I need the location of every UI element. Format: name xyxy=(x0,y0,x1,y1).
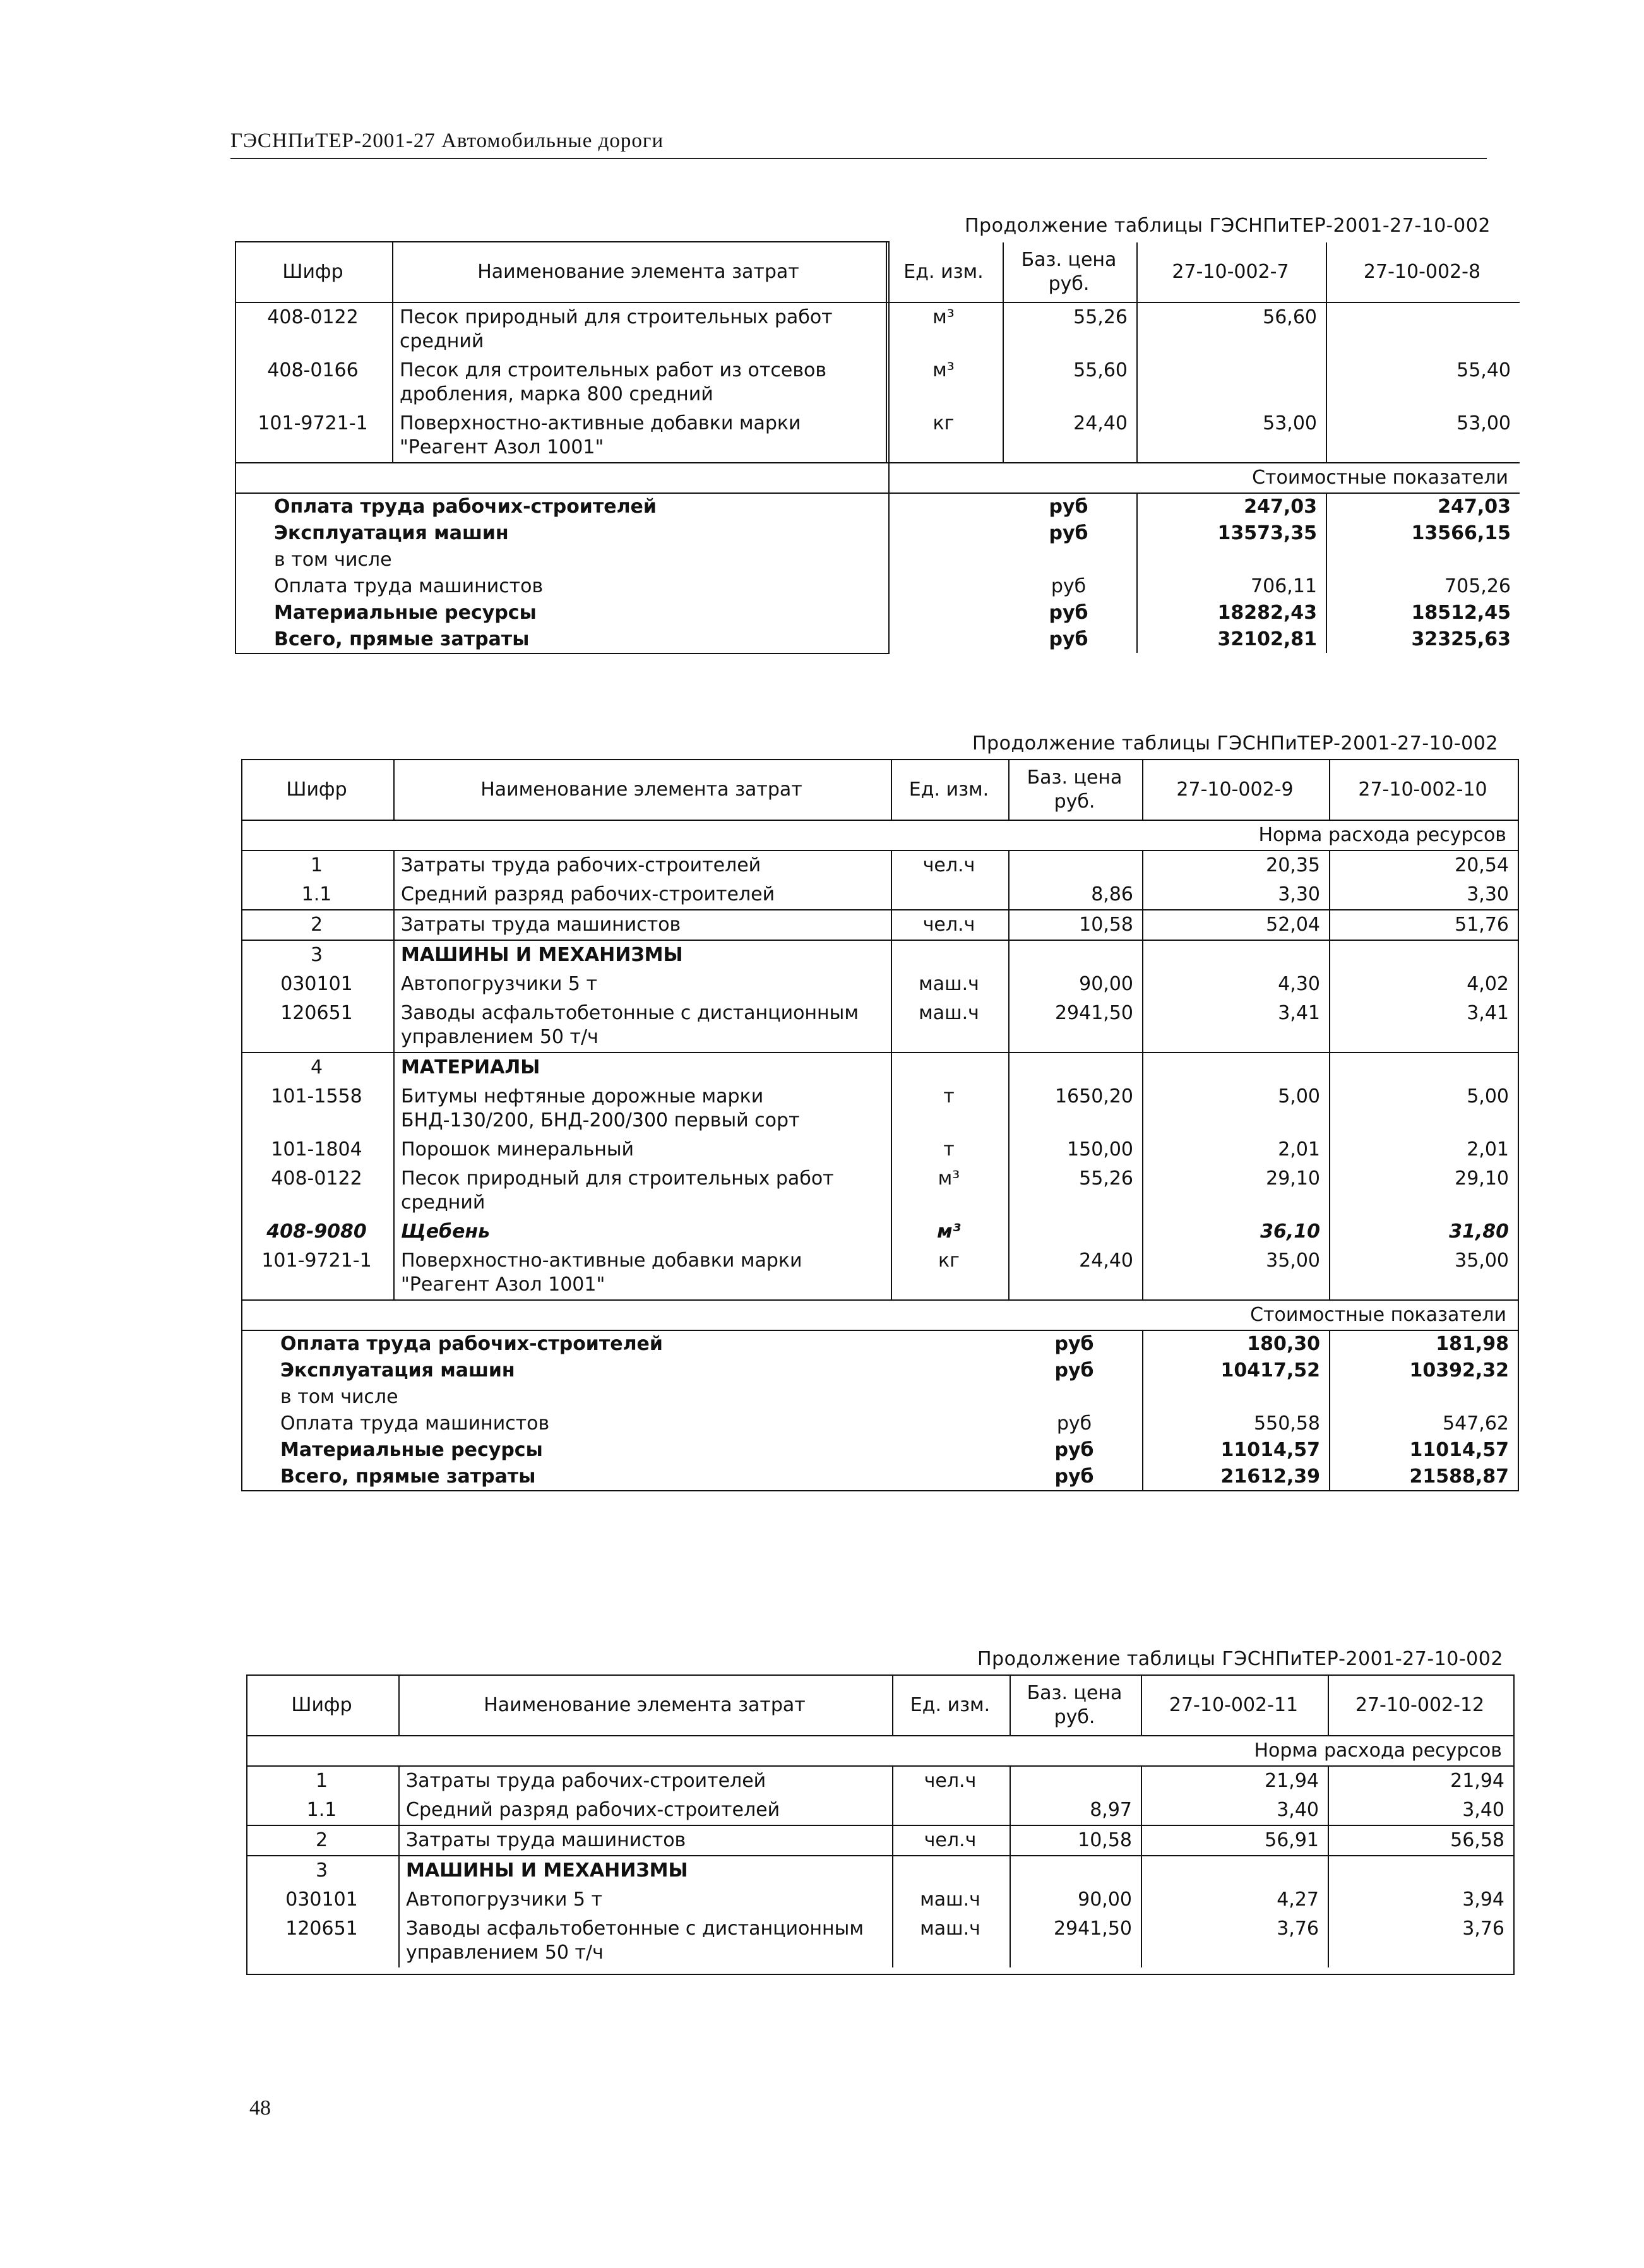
section-heading: Стоимостные показатели xyxy=(236,463,1520,493)
row-value-a: 3,40 xyxy=(1141,1796,1328,1825)
summary-name: Оплата труда машинистов xyxy=(274,575,544,597)
summary-name: Эксплуатация машин xyxy=(274,522,509,544)
section-heading: Стоимостные показатели xyxy=(242,1300,1518,1330)
row-code: 408-0166 xyxy=(267,359,359,381)
summary-value-a: 13573,35 xyxy=(1137,520,1326,547)
row-price xyxy=(1009,940,1143,970)
row-value-a: 52,04 xyxy=(1143,910,1330,940)
table-row xyxy=(242,850,1518,880)
summary-name: Оплата труда рабочих-строителей xyxy=(280,1333,663,1355)
row-code: 408-9080 xyxy=(266,1221,367,1243)
summary-value-b: 18512,45 xyxy=(1326,600,1520,626)
summary-row xyxy=(236,520,1520,547)
row-name: Поверхностно-активные добавки марки "Реагент Азол 1001" xyxy=(394,1246,891,1300)
summary-name: Материальные ресурсы xyxy=(274,602,537,624)
row-value-a: 2,01 xyxy=(1143,1135,1330,1164)
summary-value-a: 550,58 xyxy=(1143,1411,1330,1437)
row-value-a: 3,76 xyxy=(1141,1914,1328,1967)
row-value-b: 29,10 xyxy=(1330,1164,1518,1217)
summary-unit: руб xyxy=(1049,496,1088,518)
row-value-a: 3,41 xyxy=(1143,999,1330,1053)
summary-unit: руб xyxy=(1049,628,1088,650)
table2 xyxy=(241,759,1519,1491)
row-name: Песок природный для строительных работ средний xyxy=(393,302,886,356)
table-row xyxy=(242,1135,1518,1164)
summary-value-a: 21612,39 xyxy=(1143,1464,1330,1490)
summary-unit: руб xyxy=(1054,1465,1094,1488)
row-price: 8,86 xyxy=(1009,880,1143,910)
row-value-b xyxy=(1330,1053,1518,1082)
row-value-b: 56,58 xyxy=(1328,1825,1513,1856)
row-unit xyxy=(891,940,1009,970)
table-row xyxy=(242,910,1518,940)
row-value-b: 53,00 xyxy=(1326,409,1520,463)
table-row xyxy=(247,1856,1513,1885)
table1 xyxy=(235,241,1511,654)
summary-row xyxy=(236,600,1520,626)
summary-value-a: 10417,52 xyxy=(1143,1358,1330,1384)
row-name: Автопогрузчики 5 т xyxy=(399,1885,893,1914)
summary-unit: руб xyxy=(1054,1439,1094,1461)
summary-unit: руб xyxy=(1049,522,1088,544)
row-name: Затраты труда машинистов xyxy=(399,1825,893,1856)
row-code: 2 xyxy=(247,1825,399,1856)
row-unit: кг xyxy=(886,409,1003,463)
summary-row xyxy=(242,1330,1518,1358)
page-number: 48 xyxy=(249,2096,271,2120)
row-value-b: 31,80 xyxy=(1330,1217,1518,1246)
row-unit: маш.ч xyxy=(891,999,1009,1053)
row-unit: м³ xyxy=(886,356,1003,409)
row-code: 120651 xyxy=(280,1002,353,1024)
table-row xyxy=(242,880,1518,910)
row-name: Песок природный для строительных работ средний xyxy=(394,1164,891,1217)
row-unit xyxy=(891,880,1009,910)
row-value-b: 3,76 xyxy=(1328,1914,1513,1967)
norm-heading: Норма расхода ресурсов xyxy=(247,1736,1513,1766)
summary-value-b xyxy=(1330,1384,1518,1411)
row-code: 408-0122 xyxy=(271,1167,362,1190)
row-unit: маш.ч xyxy=(891,970,1009,999)
row-price: 90,00 xyxy=(1009,970,1143,999)
row-price: 10,58 xyxy=(1009,910,1143,940)
col-b-header: 27-10-002-12 xyxy=(1328,1676,1513,1736)
row-price: 24,40 xyxy=(1003,409,1137,463)
row-value-a: 29,10 xyxy=(1143,1164,1330,1217)
summary-unit: руб xyxy=(1051,575,1087,597)
table-row xyxy=(242,1082,1518,1135)
summary-value-a: 180,30 xyxy=(1143,1330,1330,1358)
row-unit: м³ xyxy=(891,1217,1009,1246)
row-value-b xyxy=(1330,940,1518,970)
summary-value-a: 32102,81 xyxy=(1137,626,1326,653)
row-value-b: 20,54 xyxy=(1330,850,1518,880)
row-value-b: 35,00 xyxy=(1330,1246,1518,1300)
summary-row xyxy=(242,1464,1518,1490)
summary-name: Всего, прямые затраты xyxy=(280,1465,536,1488)
table-row xyxy=(236,302,1520,356)
row-code: 408-0122 xyxy=(267,306,359,328)
row-value-b: 5,00 xyxy=(1330,1082,1518,1135)
summary-value-b: 181,98 xyxy=(1330,1330,1518,1358)
row-code: 1 xyxy=(315,1770,328,1792)
row-code: 4 xyxy=(242,1053,394,1082)
row-price: 55,26 xyxy=(1003,302,1137,356)
table3-caption: Продолжение таблицы ГЭСНПиТЕР-2001-27-10-002 xyxy=(977,1648,1503,1670)
row-unit xyxy=(893,1796,1010,1825)
summary-value-b: 247,03 xyxy=(1326,493,1520,520)
table3 xyxy=(246,1674,1515,1975)
summary-row xyxy=(242,1384,1518,1411)
row-value-a: 5,00 xyxy=(1143,1082,1330,1135)
summary-value-a: 247,03 xyxy=(1137,493,1326,520)
summary-value-b: 32325,63 xyxy=(1326,626,1520,653)
col-code-header: Шифр xyxy=(242,760,394,820)
row-value-a: 56,91 xyxy=(1141,1825,1328,1856)
table2-caption: Продолжение таблицы ГЭСНПиТЕР-2001-27-10-002 xyxy=(972,732,1498,755)
summary-unit xyxy=(1003,547,1137,573)
row-name: Затраты труда рабочих-строителей xyxy=(399,1766,893,1796)
col-price-header: Баз. цена руб. xyxy=(1009,760,1143,820)
summary-row xyxy=(242,1437,1518,1464)
row-code: 030101 xyxy=(280,973,353,995)
row-value-a: 53,00 xyxy=(1137,409,1326,463)
row-value-b: 3,40 xyxy=(1328,1796,1513,1825)
row-price: 2941,50 xyxy=(1010,1914,1141,1967)
row-value-a: 4,30 xyxy=(1143,970,1330,999)
row-code: 120651 xyxy=(285,1918,358,1940)
row-unit: чел.ч xyxy=(891,910,1009,940)
col-unit-header: Ед. изм. xyxy=(891,760,1009,820)
row-name: Щебень xyxy=(394,1217,891,1246)
row-code: 2 xyxy=(242,910,394,940)
row-value-b: 3,30 xyxy=(1330,880,1518,910)
summary-row xyxy=(242,1411,1518,1437)
row-value-a: 56,60 xyxy=(1137,302,1326,356)
col-name-header: Наименование элемента затрат xyxy=(399,1676,893,1736)
summary-value-b: 13566,15 xyxy=(1326,520,1520,547)
col-b-header: 27-10-002-8 xyxy=(1326,242,1520,302)
summary-value-b: 705,26 xyxy=(1326,573,1520,600)
row-price xyxy=(1010,1766,1141,1796)
row-value-b: 3,94 xyxy=(1328,1885,1513,1914)
row-value-b: 3,41 xyxy=(1330,999,1518,1053)
col-price-header: Баз. цена руб. xyxy=(1003,242,1137,302)
row-price: 55,60 xyxy=(1003,356,1137,409)
summary-name: в том числе xyxy=(274,549,392,571)
row-code: 3 xyxy=(247,1856,399,1885)
table-row xyxy=(242,940,1518,970)
row-price: 24,40 xyxy=(1009,1246,1143,1300)
norm-heading: Норма расхода ресурсов xyxy=(242,820,1518,850)
summary-unit: руб xyxy=(1054,1333,1094,1355)
summary-value-b xyxy=(1326,547,1520,573)
row-value-b: 51,76 xyxy=(1330,910,1518,940)
table-row xyxy=(242,1164,1518,1217)
summary-row xyxy=(236,573,1520,600)
summary-row xyxy=(236,493,1520,520)
row-price: 10,58 xyxy=(1010,1825,1141,1856)
col-unit-header: Ед. изм. xyxy=(886,242,1003,302)
summary-name: Всего, прямые затраты xyxy=(274,628,530,650)
row-value-a: 35,00 xyxy=(1143,1246,1330,1300)
row-unit xyxy=(893,1856,1010,1885)
row-price xyxy=(1009,1217,1143,1246)
row-name: Заводы асфальтобетонные с дистанционным управлением 50 т/ч xyxy=(399,1914,893,1967)
table-row xyxy=(236,356,1520,409)
row-name: Поверхностно-активные добавки марки "Реагент Азол 1001" xyxy=(393,409,886,463)
col-unit-header: Ед. изм. xyxy=(893,1676,1010,1736)
summary-name: Оплата труда рабочих-строителей xyxy=(274,496,657,518)
row-price: 90,00 xyxy=(1010,1885,1141,1914)
summary-value-a xyxy=(1137,547,1326,573)
col-a-header: 27-10-002-7 xyxy=(1137,242,1326,302)
table-row xyxy=(247,1825,1513,1856)
summary-value-b: 10392,32 xyxy=(1330,1358,1518,1384)
row-price: 2941,50 xyxy=(1009,999,1143,1053)
row-name: Битумы нефтяные дорожные марки БНД-130/200, БНД-200/300 первый сорт xyxy=(394,1082,891,1135)
summary-name: Материальные ресурсы xyxy=(280,1439,543,1461)
table-row xyxy=(247,1796,1513,1825)
summary-unit xyxy=(1009,1384,1143,1411)
row-value-a: 4,27 xyxy=(1141,1885,1328,1914)
table-row xyxy=(247,1885,1513,1914)
summary-name: Эксплуатация машин xyxy=(280,1359,515,1382)
row-price: 55,26 xyxy=(1009,1164,1143,1217)
row-unit: т xyxy=(891,1135,1009,1164)
row-value-a: 21,94 xyxy=(1141,1766,1328,1796)
row-name: Автопогрузчики 5 т xyxy=(394,970,891,999)
summary-value-b: 21588,87 xyxy=(1330,1464,1518,1490)
row-unit: чел.ч xyxy=(891,850,1009,880)
row-code: 101-9721-1 xyxy=(258,412,368,434)
table-row xyxy=(236,409,1520,463)
row-name: МАШИНЫ И МЕХАНИЗМЫ xyxy=(394,940,891,970)
row-code: 101-1558 xyxy=(271,1085,362,1107)
summary-value-b: 547,62 xyxy=(1330,1411,1518,1437)
row-value-b: 2,01 xyxy=(1330,1135,1518,1164)
col-b-header: 27-10-002-10 xyxy=(1330,760,1518,820)
row-value-a: 20,35 xyxy=(1143,850,1330,880)
col-name-header: Наименование элемента затрат xyxy=(393,242,886,302)
row-code: 101-9721-1 xyxy=(261,1250,372,1272)
col-a-header: 27-10-002-11 xyxy=(1141,1676,1328,1736)
row-value-b: 55,40 xyxy=(1326,356,1520,409)
summary-value-a: 706,11 xyxy=(1137,573,1326,600)
row-unit: чел.ч xyxy=(893,1766,1010,1796)
row-name: Средний разряд рабочих-строителей xyxy=(399,1796,893,1825)
col-name-header: Наименование элемента затрат xyxy=(394,760,891,820)
summary-row xyxy=(236,626,1520,653)
row-name: Затраты труда рабочих-строителей xyxy=(394,850,891,880)
table-row xyxy=(247,1914,1513,1967)
row-value-b: 4,02 xyxy=(1330,970,1518,999)
table-row xyxy=(242,1217,1518,1246)
row-name: Песок для строительных работ из отсевов дробления, марка 800 средний xyxy=(393,356,886,409)
page-header: ГЭСНПиТЕР-2001-27 Автомобильные дороги xyxy=(230,129,664,152)
row-value-b xyxy=(1326,302,1520,356)
row-code: 3 xyxy=(242,940,394,970)
summary-value-a: 18282,43 xyxy=(1137,600,1326,626)
row-value-b xyxy=(1328,1856,1513,1885)
table1-caption: Продолжение таблицы ГЭСНПиТЕР-2001-27-10-002 xyxy=(965,215,1491,237)
row-name: Затраты труда машинистов xyxy=(394,910,891,940)
table-row xyxy=(242,1246,1518,1300)
row-price xyxy=(1010,1856,1141,1885)
row-unit: м³ xyxy=(886,302,1003,356)
row-price: 8,97 xyxy=(1010,1796,1141,1825)
summary-name: в том числе xyxy=(280,1386,398,1408)
row-value-a xyxy=(1141,1856,1328,1885)
row-name: МАТЕРИАЛЫ xyxy=(394,1053,891,1082)
row-price xyxy=(1009,1053,1143,1082)
summary-unit: руб xyxy=(1056,1412,1092,1435)
table-row xyxy=(247,1766,1513,1796)
summary-value-a: 11014,57 xyxy=(1143,1437,1330,1464)
row-code: 1 xyxy=(310,854,323,876)
summary-value-b: 11014,57 xyxy=(1330,1437,1518,1464)
row-price: 150,00 xyxy=(1009,1135,1143,1164)
col-code-header: Шифр xyxy=(247,1676,399,1736)
col-price-header: Баз. цена руб. xyxy=(1010,1676,1141,1736)
summary-value-a xyxy=(1143,1384,1330,1411)
summary-row xyxy=(236,547,1520,573)
row-name: Заводы асфальтобетонные с дистанционным управлением 50 т/ч xyxy=(394,999,891,1053)
table-row xyxy=(242,970,1518,999)
row-name: Средний разряд рабочих-строителей xyxy=(394,880,891,910)
row-unit: маш.ч xyxy=(893,1914,1010,1967)
row-code: 1.1 xyxy=(301,883,332,905)
row-code: 1.1 xyxy=(306,1799,337,1821)
row-value-a xyxy=(1143,940,1330,970)
row-value-a xyxy=(1143,1053,1330,1082)
table-row xyxy=(242,999,1518,1053)
row-value-b: 21,94 xyxy=(1328,1766,1513,1796)
row-unit xyxy=(891,1053,1009,1082)
row-code: 101-1804 xyxy=(271,1138,362,1161)
summary-row xyxy=(242,1358,1518,1384)
summary-name: Оплата труда машинистов xyxy=(280,1412,550,1435)
row-price xyxy=(1009,850,1143,880)
row-unit: кг xyxy=(891,1246,1009,1300)
summary-unit: руб xyxy=(1054,1359,1094,1382)
row-price: 1650,20 xyxy=(1009,1082,1143,1135)
row-code: 030101 xyxy=(285,1889,358,1911)
row-value-a: 3,30 xyxy=(1143,880,1330,910)
row-name: Порошок минеральный xyxy=(394,1135,891,1164)
row-unit: маш.ч xyxy=(893,1885,1010,1914)
table-row xyxy=(242,1053,1518,1082)
row-unit: м³ xyxy=(891,1164,1009,1217)
summary-unit: руб xyxy=(1049,602,1088,624)
row-value-a xyxy=(1137,356,1326,409)
row-unit: т xyxy=(891,1082,1009,1135)
row-name: МАШИНЫ И МЕХАНИЗМЫ xyxy=(399,1856,893,1885)
row-value-a: 36,10 xyxy=(1143,1217,1330,1246)
col-code-header: Шифр xyxy=(236,242,393,302)
row-unit: чел.ч xyxy=(893,1825,1010,1856)
col-a-header: 27-10-002-9 xyxy=(1143,760,1330,820)
header-rule xyxy=(230,158,1487,159)
